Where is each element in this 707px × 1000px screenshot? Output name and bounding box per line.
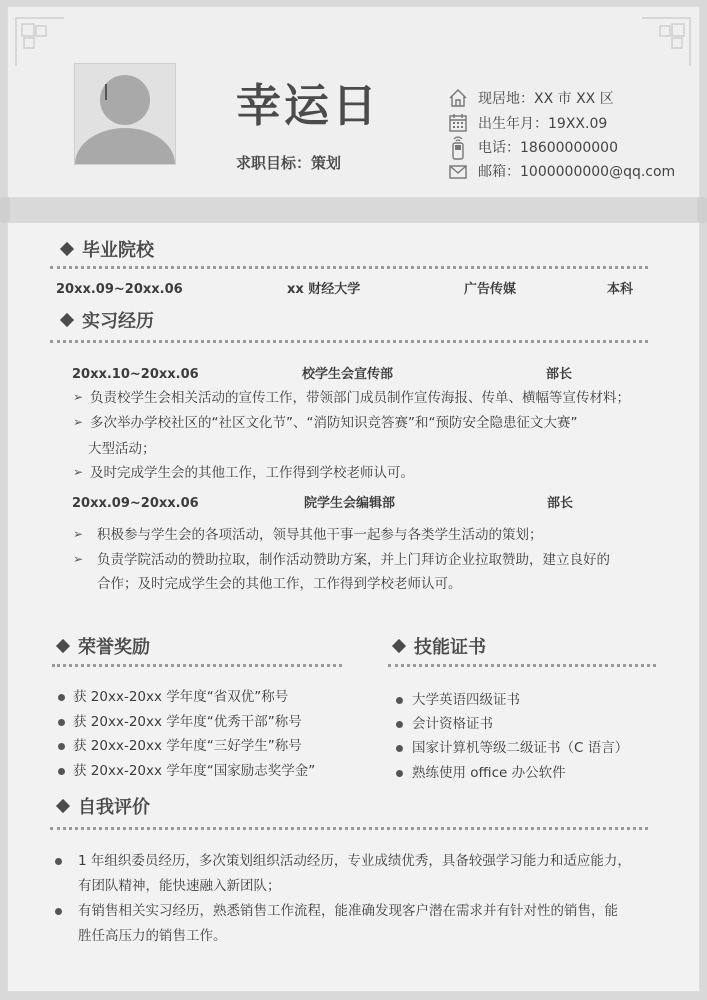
- section-internship-title: 实习经历: [58, 311, 154, 333]
- education-school: xx 财经大学: [287, 282, 361, 297]
- left-notch: [0, 197, 10, 223]
- diamond-icon: [60, 313, 74, 327]
- info-address: 现居地：XX 市 XX 区: [478, 91, 614, 107]
- diamond-icon: [392, 639, 406, 653]
- corner-ornament-right: [640, 16, 692, 68]
- arrow-bullet-icon: ➢: [73, 465, 84, 479]
- candidate-name: 幸运日: [236, 79, 381, 132]
- self-eval-item: 胜任高压力的销售工作。: [78, 928, 227, 944]
- arrow-bullet-icon: ➢: [73, 552, 84, 566]
- internship-2-org: 院学生会编辑部: [304, 496, 396, 511]
- bullet-icon: [58, 743, 65, 750]
- education-period: 20xx.09~20xx.06: [56, 282, 183, 297]
- section-skills-title: 技能证书: [390, 637, 486, 659]
- job-objective: 求职目标：策划: [236, 154, 342, 172]
- arrow-bullet-icon: ➢: [73, 390, 84, 404]
- honor-item: 获 20xx-20xx 学年度“国家励志奖学金”: [73, 763, 316, 779]
- arrow-bullet-icon: ➢: [73, 415, 84, 429]
- skill-item: 国家计算机等级二级证书（C 语言）: [412, 740, 629, 756]
- bullet-icon: [58, 694, 65, 701]
- info-email: 邮箱：1000000000@qq.com: [478, 164, 676, 180]
- divider: [50, 827, 648, 830]
- bullet-icon: [55, 908, 62, 915]
- self-eval-item: 1 年组织委员经历，多次策划组织活动经历，专业成绩优秀，具备较强学习能力和适应能力，: [78, 853, 631, 869]
- bullet-icon: [396, 770, 403, 777]
- education-major: 广告传媒: [464, 282, 517, 297]
- list-item: 负责校学生会相关活动的宣传工作，带领部门成员制作宣传海报、传单、横幅等宣传材料；: [90, 390, 630, 406]
- skill-item: 熟练使用 office 办公软件: [412, 765, 566, 781]
- diamond-icon: [60, 242, 74, 256]
- education-degree: 本科: [607, 282, 634, 297]
- avatar-silhouette-icon: [75, 64, 175, 164]
- divider: [50, 266, 648, 269]
- divider: [50, 340, 648, 343]
- phone-icon: [448, 134, 468, 160]
- divider-band: [0, 198, 707, 222]
- bullet-icon: [55, 858, 62, 865]
- avatar: [74, 63, 176, 165]
- bullet-icon: [396, 745, 403, 752]
- divider: [52, 664, 342, 667]
- mail-icon: [448, 162, 468, 182]
- info-phone: 电话：18600000000: [478, 140, 618, 156]
- bullet-icon: [396, 697, 403, 704]
- honor-item: 获 20xx-20xx 学年度“优秀干部”称号: [73, 714, 302, 730]
- calendar-icon: [448, 113, 468, 133]
- bullet-icon: [58, 768, 65, 775]
- list-item: 积极参与学生会的各项活动，领导其他干事一起参与各类学生活动的策划；: [97, 527, 543, 543]
- diamond-icon: [56, 639, 70, 653]
- diamond-icon: [56, 799, 70, 813]
- divider: [388, 664, 656, 667]
- home-icon: [448, 88, 468, 108]
- internship-1-role: 部长: [546, 367, 573, 382]
- info-birth: 出生年月：19XX.09: [478, 116, 608, 132]
- internship-2-role: 部长: [547, 496, 574, 511]
- section-education-title: 毕业院校: [58, 240, 154, 262]
- bullet-icon: [396, 721, 403, 728]
- internship-1-org: 校学生会宣传部: [302, 367, 394, 382]
- internship-2-period: 20xx.09~20xx.06: [72, 496, 199, 511]
- bullet-icon: [58, 719, 65, 726]
- list-item: 多次举办学校社区的“社区文化节”、“消防知识竞答赛”和“预防安全隐患征文大赛”: [90, 415, 578, 431]
- list-item: 合作；及时完成学生会的其他工作，工作得到学校老师认可。: [97, 576, 462, 592]
- internship-1-period: 20xx.10~20xx.06: [72, 367, 199, 382]
- section-honors-title: 荣誉奖励: [54, 637, 150, 659]
- list-item: 及时完成学生会的其他工作，工作得到学校老师认可。: [90, 465, 414, 481]
- arrow-bullet-icon: ➢: [73, 527, 84, 541]
- skill-item: 会计资格证书: [412, 716, 493, 732]
- honor-item: 获 20xx-20xx 学年度“三好学生”称号: [73, 738, 302, 754]
- corner-ornament-left: [14, 16, 66, 68]
- honor-item: 获 20xx-20xx 学年度“省双优”称号: [73, 689, 289, 705]
- list-item: 负责学院活动的赞助拉取，制作活动赞助方案，并上门拜访企业拉取赞助，建立良好的: [97, 552, 610, 568]
- right-notch: [697, 197, 707, 223]
- list-item: 大型活动；: [88, 441, 156, 457]
- skill-item: 大学英语四级证书: [412, 692, 520, 708]
- section-self-eval-title: 自我评价: [54, 797, 150, 819]
- self-eval-item: 有团队精神，能快速融入新团队；: [78, 878, 281, 894]
- self-eval-item: 有销售相关实习经历，熟悉销售工作流程，能准确发现客户潜在需求并有针对性的销售，能: [78, 903, 618, 919]
